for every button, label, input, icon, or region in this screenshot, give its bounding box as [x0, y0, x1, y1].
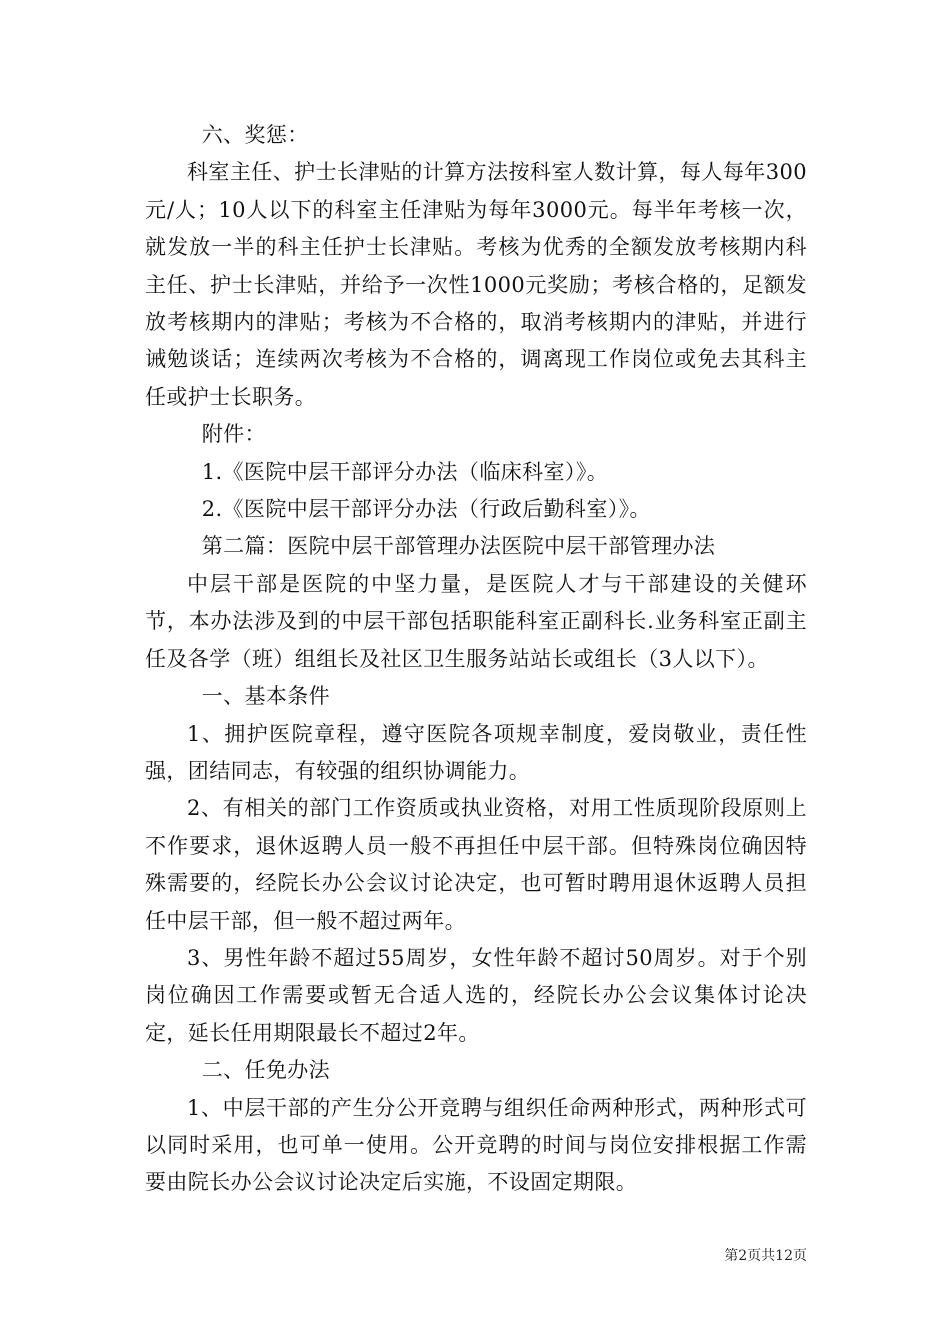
section-heading-rewards: 六、奖惩： [201, 123, 309, 147]
attachments-heading: 附件： [201, 422, 266, 447]
attachment-item-2: 2.《医院中层干部评分办法（行政后勤科室）》。 [201, 497, 651, 522]
paragraph-condition-3: 3、男性年龄不超过55周岁，女性年龄不超讨50周岁。对于个别岗位确因工作需要或暂无合适人选的，经院长办公会议集体讨论决定，延长任用期限最长不超过2年。 [145, 945, 807, 1045]
document-body [145, 117, 807, 1202]
paragraph-allowance-rules: 科室主任、护士长津贴的计算方法按科室人数计算，每人每年300元/人；10人以下的科室主任津贴为每年3000元。每半年考核一次，就发放一半的科主任护士长津贴。考核为优秀的全额发放考核期内科主任、护士长津贴，并给予一次性1000元奖励；考核合格的，足额发放考核期内的津贴；考核为不合格的，取消考核期内的津贴，并进行诫勉谈话；连续两次考核为不合格的，调离现工作岗位或免去其科主任或护士长职务。 [145, 160, 807, 409]
section-heading-appointment: 二、任免办法 [201, 1058, 331, 1083]
paragraph-appointment-1: 1、中层干部的产生分公开竞聘与组织任命两种形式，两种形式可以同时采用，也可单一使用。公开竞聘的时间与岗位安排根据工作需要由院长办公会议讨论决定后实施，不设固定期限。 [145, 1095, 807, 1195]
chapter-title-part-two: 第二篇：医院中层干部管理办法医院中层干部管理办法 [201, 534, 716, 559]
paragraph-condition-1: 1、拥护医院章程，遵守医院各项规幸制度，爱岗敬业，责任性强，团结同志，有较强的组织协调能力。 [145, 721, 807, 783]
section-heading-basic-conditions: 一、基本条件 [201, 684, 331, 709]
page-number-footer: 第2页共12页 [724, 1248, 807, 1264]
paragraph-intro-middle-cadres: 中层干部是医院的中坚力量，是医院人才与干部建设的关健环节，本办法涉及到的中层干部包括职能科室正副科长.业务科室正副主任及各学（班）组组长及社区卫生服务站站长或组长（3人以下）。 [145, 571, 807, 671]
paragraph-condition-2: 2、有相关的部门工作资质或执业资格，对用工性质现阶段原则上不作要求，退休返聘人员一般不再担任中层干部。但特殊岗位确因特殊需要的，经院长办公会议讨论决定，也可暂时聘用退休返聘人员担任中层干部，但一般不超过两年。 [145, 796, 807, 933]
attachment-item-1: 1.《医院中层干部评分办法（临床科室）》。 [201, 459, 609, 484]
